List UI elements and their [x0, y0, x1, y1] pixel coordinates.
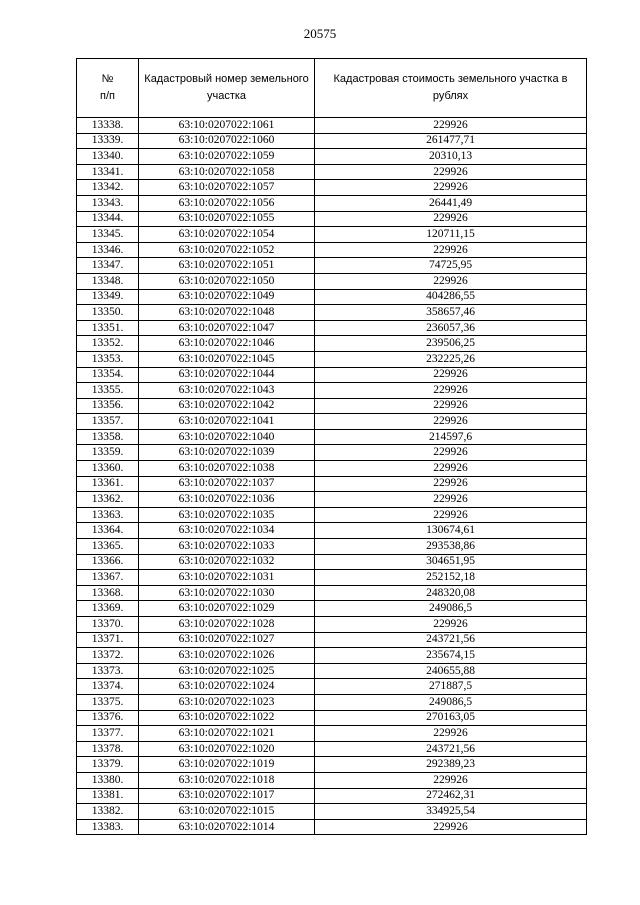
cadastral-number: 63:10:0207022:1024 [139, 679, 315, 695]
row-number: 13377. [77, 726, 139, 742]
cadastral-value: 229926 [315, 383, 587, 399]
row-number: 13338. [77, 118, 139, 134]
cadastral-value: 130674,61 [315, 523, 587, 539]
header-cadastral-value-label: Кадастровая стоимость земельного участка в рублях [333, 73, 568, 102]
cadastral-value: 229926 [315, 819, 587, 835]
cadastral-number: 63:10:0207022:1035 [139, 507, 315, 523]
header-number [77, 59, 139, 118]
row-number: 13364. [77, 523, 139, 539]
row-number: 13342. [77, 180, 139, 196]
row-number: 13360. [77, 461, 139, 477]
row-number: 13344. [77, 211, 139, 227]
table-row [77, 757, 587, 773]
table-row [77, 710, 587, 726]
cadastral-number: 63:10:0207022:1040 [139, 429, 315, 445]
table-row [77, 741, 587, 757]
row-number: 13383. [77, 819, 139, 835]
table-row [77, 211, 587, 227]
cadastral-number: 63:10:0207022:1018 [139, 772, 315, 788]
cadastral-number: 63:10:0207022:1043 [139, 383, 315, 399]
cadastral-value: 358657,46 [315, 305, 587, 321]
table-row [77, 242, 587, 258]
table-row [77, 336, 587, 352]
row-number: 13350. [77, 305, 139, 321]
cadastral-value: 334925,54 [315, 804, 587, 820]
row-number: 13376. [77, 710, 139, 726]
cadastral-value: 229926 [315, 414, 587, 430]
table-row [77, 273, 587, 289]
row-number: 13363. [77, 507, 139, 523]
table-row [77, 570, 587, 586]
cadastral-number: 63:10:0207022:1047 [139, 320, 315, 336]
row-number: 13343. [77, 195, 139, 211]
row-number: 13361. [77, 476, 139, 492]
row-number: 13368. [77, 585, 139, 601]
cadastral-number: 63:10:0207022:1032 [139, 554, 315, 570]
cadastral-number: 63:10:0207022:1022 [139, 710, 315, 726]
row-number: 13365. [77, 539, 139, 555]
cadastral-value: 20310,13 [315, 149, 587, 165]
table-row [77, 617, 587, 633]
cadastral-number: 63:10:0207022:1033 [139, 539, 315, 555]
cadastral-value: 229926 [315, 242, 587, 258]
cadastral-number: 63:10:0207022:1046 [139, 336, 315, 352]
table-row [77, 367, 587, 383]
cadastral-number: 63:10:0207022:1036 [139, 492, 315, 508]
cadastral-number: 63:10:0207022:1023 [139, 694, 315, 710]
cadastral-value: 293538,86 [315, 539, 587, 555]
cadastral-number: 63:10:0207022:1048 [139, 305, 315, 321]
cadastral-number: 63:10:0207022:1025 [139, 663, 315, 679]
cadastral-value: 249086,5 [315, 694, 587, 710]
table-row [77, 461, 587, 477]
table-row [77, 476, 587, 492]
row-number: 13366. [77, 554, 139, 570]
cadastral-number: 63:10:0207022:1042 [139, 398, 315, 414]
cadastral-number: 63:10:0207022:1051 [139, 258, 315, 274]
table-row [77, 492, 587, 508]
cadastral-number: 63:10:0207022:1037 [139, 476, 315, 492]
cadastral-value: 229926 [315, 507, 587, 523]
header-cadastral-number-label: Кадастровый номер земельного участка [144, 73, 309, 102]
cadastral-value: 229926 [315, 772, 587, 788]
cadastral-number: 63:10:0207022:1044 [139, 367, 315, 383]
row-number: 13380. [77, 772, 139, 788]
table-row [77, 726, 587, 742]
table-row [77, 585, 587, 601]
row-number: 13373. [77, 663, 139, 679]
row-number: 13357. [77, 414, 139, 430]
cadastral-value: 292389,23 [315, 757, 587, 773]
row-number: 13371. [77, 632, 139, 648]
row-number: 13369. [77, 601, 139, 617]
cadastral-value: 229926 [315, 398, 587, 414]
table-body [77, 118, 587, 835]
cadastral-value: 214597,6 [315, 429, 587, 445]
row-number: 13382. [77, 804, 139, 820]
cadastral-number: 63:10:0207022:1019 [139, 757, 315, 773]
cadastral-number: 63:10:0207022:1015 [139, 804, 315, 820]
row-number: 13346. [77, 242, 139, 258]
cadastral-value: 229926 [315, 164, 587, 180]
cadastral-number: 63:10:0207022:1020 [139, 741, 315, 757]
cadastral-value: 232225,26 [315, 351, 587, 367]
table-row [77, 694, 587, 710]
row-number: 13349. [77, 289, 139, 305]
cadastral-number: 63:10:0207022:1017 [139, 788, 315, 804]
cadastral-value: 229926 [315, 617, 587, 633]
row-number: 13339. [77, 133, 139, 149]
cadastral-value: 252152,18 [315, 570, 587, 586]
table-row [77, 507, 587, 523]
cadastral-number: 63:10:0207022:1060 [139, 133, 315, 149]
cadastral-value: 272462,31 [315, 788, 587, 804]
table-row [77, 788, 587, 804]
table-row [77, 118, 587, 134]
cadastral-number: 63:10:0207022:1026 [139, 648, 315, 664]
cadastral-number: 63:10:0207022:1058 [139, 164, 315, 180]
cadastral-value: 249086,5 [315, 601, 587, 617]
table-row [77, 772, 587, 788]
cadastral-value: 239506,25 [315, 336, 587, 352]
table-row [77, 383, 587, 399]
cadastral-number: 63:10:0207022:1027 [139, 632, 315, 648]
table-row [77, 227, 587, 243]
table-row [77, 164, 587, 180]
cadastral-number: 63:10:0207022:1050 [139, 273, 315, 289]
cadastral-value: 229926 [315, 211, 587, 227]
cadastral-value: 26441,49 [315, 195, 587, 211]
cadastral-value: 229926 [315, 726, 587, 742]
row-number: 13345. [77, 227, 139, 243]
row-number: 13354. [77, 367, 139, 383]
cadastral-value: 270163,05 [315, 710, 587, 726]
cadastral-number: 63:10:0207022:1038 [139, 461, 315, 477]
table-row [77, 601, 587, 617]
cadastral-value: 229926 [315, 461, 587, 477]
cadastral-table [76, 58, 587, 835]
cadastral-number: 63:10:0207022:1054 [139, 227, 315, 243]
row-number: 13347. [77, 258, 139, 274]
header-cadastral-value [315, 59, 587, 118]
table-row [77, 414, 587, 430]
table-row [77, 149, 587, 165]
cadastral-value: 229926 [315, 476, 587, 492]
table-row [77, 258, 587, 274]
table-row [77, 663, 587, 679]
table-header-row [77, 59, 587, 118]
cadastral-value: 229926 [315, 180, 587, 196]
cadastral-value: 404286,55 [315, 289, 587, 305]
table-row [77, 554, 587, 570]
cadastral-number: 63:10:0207022:1052 [139, 242, 315, 258]
table-row [77, 289, 587, 305]
table-row [77, 398, 587, 414]
row-number: 13359. [77, 445, 139, 461]
cadastral-value: 248320,08 [315, 585, 587, 601]
table-row [77, 180, 587, 196]
row-number: 13375. [77, 694, 139, 710]
row-number: 13341. [77, 164, 139, 180]
table-row [77, 679, 587, 695]
table-row [77, 133, 587, 149]
row-number: 13367. [77, 570, 139, 586]
cadastral-number: 63:10:0207022:1041 [139, 414, 315, 430]
table-row [77, 351, 587, 367]
row-number: 13379. [77, 757, 139, 773]
cadastral-number: 63:10:0207022:1034 [139, 523, 315, 539]
cadastral-value: 229926 [315, 445, 587, 461]
row-number: 13340. [77, 149, 139, 165]
header-cadastral-number [139, 59, 315, 118]
cadastral-value: 240655,88 [315, 663, 587, 679]
row-number: 13372. [77, 648, 139, 664]
table-row [77, 648, 587, 664]
table-row [77, 195, 587, 211]
cadastral-number: 63:10:0207022:1021 [139, 726, 315, 742]
cadastral-number: 63:10:0207022:1028 [139, 617, 315, 633]
cadastral-number: 63:10:0207022:1056 [139, 195, 315, 211]
row-number: 13374. [77, 679, 139, 695]
cadastral-value: 304651,95 [315, 554, 587, 570]
cadastral-number: 63:10:0207022:1031 [139, 570, 315, 586]
cadastral-number: 63:10:0207022:1045 [139, 351, 315, 367]
table-row [77, 523, 587, 539]
table-row [77, 445, 587, 461]
row-number: 13355. [77, 383, 139, 399]
cadastral-value: 243721,56 [315, 632, 587, 648]
page-number: 20575 [303, 26, 337, 41]
cadastral-number: 63:10:0207022:1030 [139, 585, 315, 601]
cadastral-number: 63:10:0207022:1059 [139, 149, 315, 165]
cadastral-number: 63:10:0207022:1055 [139, 211, 315, 227]
cadastral-number: 63:10:0207022:1014 [139, 819, 315, 835]
cadastral-value: 235674,15 [315, 648, 587, 664]
cadastral-value: 120711,15 [315, 227, 587, 243]
row-number: 13358. [77, 429, 139, 445]
cadastral-value: 74725,95 [315, 258, 587, 274]
row-number: 13356. [77, 398, 139, 414]
cadastral-value: 236057,36 [315, 320, 587, 336]
cadastral-value: 261477,71 [315, 133, 587, 149]
header-number-label: № п/п [100, 73, 115, 102]
cadastral-value: 229926 [315, 367, 587, 383]
row-number: 13362. [77, 492, 139, 508]
cadastral-number: 63:10:0207022:1049 [139, 289, 315, 305]
row-number: 13351. [77, 320, 139, 336]
table-row [77, 819, 587, 835]
cadastral-number: 63:10:0207022:1029 [139, 601, 315, 617]
row-number: 13348. [77, 273, 139, 289]
cadastral-number: 63:10:0207022:1039 [139, 445, 315, 461]
cadastral-number: 63:10:0207022:1057 [139, 180, 315, 196]
table-row [77, 320, 587, 336]
table-row [77, 305, 587, 321]
row-number: 13370. [77, 617, 139, 633]
table-row [77, 429, 587, 445]
cadastral-value: 243721,56 [315, 741, 587, 757]
cadastral-value: 229926 [315, 273, 587, 289]
table-row [77, 804, 587, 820]
row-number: 13353. [77, 351, 139, 367]
table-row [77, 539, 587, 555]
cadastral-value: 271887,5 [315, 679, 587, 695]
cadastral-value: 229926 [315, 118, 587, 134]
table-row [77, 632, 587, 648]
cadastral-number: 63:10:0207022:1061 [139, 118, 315, 134]
row-number: 13381. [77, 788, 139, 804]
row-number: 13352. [77, 336, 139, 352]
cadastral-value: 229926 [315, 492, 587, 508]
row-number: 13378. [77, 741, 139, 757]
